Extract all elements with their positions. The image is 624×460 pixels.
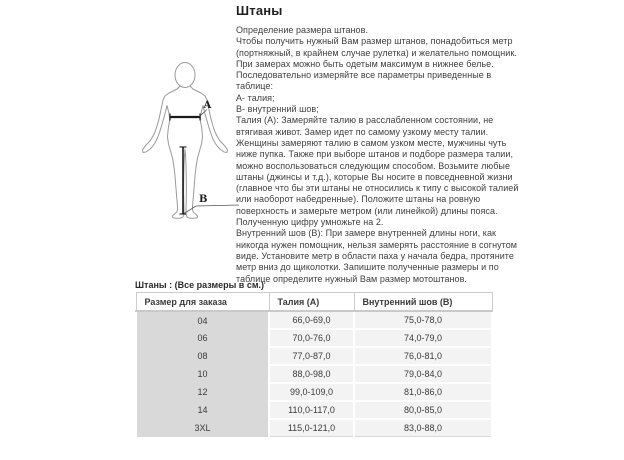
intro-line: можно воспользоваться следующим способом. Возьмите любые: [236, 160, 511, 171]
size-cell: 14: [136, 401, 269, 419]
body-measurement-figure: [140, 58, 240, 221]
intro-line: (главное что бы эти штаны не относились к типу с высокой талией: [236, 183, 519, 194]
col-header-waist: Талия (А): [269, 293, 354, 312]
body-outline: [143, 86, 228, 218]
intro-line: таблице:: [236, 81, 274, 92]
waist-range-cell: 99,0-109,0: [269, 383, 354, 401]
intro-line: А- талия;: [236, 92, 275, 103]
figure-label-a: A: [203, 100, 212, 111]
figure-label-b: B: [199, 194, 208, 205]
intro-line: Женщины замеряют талию в самом узком месте, мужчины чуть: [236, 137, 507, 148]
intro-line: Талия (А): Замеряйте талию в расслабленном состоянии, не: [236, 115, 494, 126]
table-row: [136, 401, 492, 419]
size-cell: 06: [136, 329, 269, 347]
table-row: [136, 329, 492, 347]
intro-line: Полученную цифру умножьте на 2.: [236, 217, 384, 228]
waist-range-cell: 88,0-98,0: [269, 365, 354, 383]
intro-line: (портняжный, в крайнем случае рулетка) и желательно помощник.: [236, 47, 517, 58]
size-cell: 08: [136, 347, 269, 365]
intro-line: никогда нужен помощник, нельзя замерять расстояние в согнутом: [236, 239, 518, 250]
intro-line: штаны (джинсы и т.д.), которые Вы носите в повседневной жизни: [236, 171, 513, 182]
intro-line: таблице определите нужный Вам размер мотоштанов.: [236, 273, 467, 284]
intro-line: При замерах можно быть одетым максимум в нижнее белье.: [236, 58, 494, 69]
waist-range-cell: 66,0-69,0: [269, 311, 354, 329]
head-outline: [175, 63, 195, 88]
waist-range-cell: 70,0-76,0: [269, 329, 354, 347]
page-title: Штаны: [236, 3, 283, 18]
size-cell: 12: [136, 383, 269, 401]
waist-range-cell: 115,0-121,0: [269, 419, 354, 437]
size-cell: 10: [136, 365, 269, 383]
inseam-range-cell: 79,0-84,0: [354, 365, 492, 383]
intro-line: поверхность и замерьте метром (или линейкой) длины пояса.: [236, 205, 498, 216]
intro-line: ниже пупка. Также при выборе штанов и подборе размера талии,: [236, 149, 514, 160]
intro-line: или наоборот набедренные). Положите штаны на ровную: [236, 194, 481, 205]
col-header-inseam: Внутренний шов (В): [354, 293, 492, 312]
intro-line: метр вниз до щиколотки. Запишите полученные размеры и по: [236, 262, 499, 273]
table-row: [136, 419, 492, 437]
intro-line: втягивая живот. Замер идет по самому узкому месту талии.: [236, 126, 489, 137]
waist-range-cell: 110,0-117,0: [269, 401, 354, 419]
inseam-range-cell: 80,0-85,0: [354, 401, 492, 419]
intro-line: Внутренний шов (В): При замере внутренней длины ноги, как: [236, 228, 496, 239]
waist-range-cell: 77,0-87,0: [269, 347, 354, 365]
size-cell: 04: [136, 311, 269, 329]
table-row: [136, 365, 492, 383]
inseam-range-cell: 74,0-79,0: [354, 329, 492, 347]
size-table: [135, 292, 493, 437]
intro-line: Чтобы получить нужный Вам размер штанов, понадобиться метр: [236, 36, 513, 47]
inseam-range-cell: 76,0-81,0: [354, 347, 492, 365]
intro-line: виде. Установите метр в области паха у начала бедра, протяните: [236, 250, 514, 261]
intro-line: В- внутренний шов;: [236, 104, 319, 115]
inseam-range-cell: 75,0-78,0: [354, 311, 492, 329]
table-caption: Штаны : (Все размеры в см.): [135, 280, 264, 290]
table-row: [136, 347, 492, 365]
intro-line: Последовательно измеряйте все параметры приведенные в: [236, 70, 492, 81]
intro-line: Определение размера штанов.: [236, 25, 368, 35]
inseam-range-cell: 83,0-88,0: [354, 419, 492, 437]
table-header-row: [136, 293, 492, 312]
inseam-range-cell: 81,0-86,0: [354, 383, 492, 401]
table-row: [136, 383, 492, 401]
col-header-size: Размер для заказа: [136, 293, 269, 312]
size-cell: 3XL: [136, 419, 269, 437]
table-row: [136, 311, 492, 329]
instructions-column: [236, 3, 624, 285]
